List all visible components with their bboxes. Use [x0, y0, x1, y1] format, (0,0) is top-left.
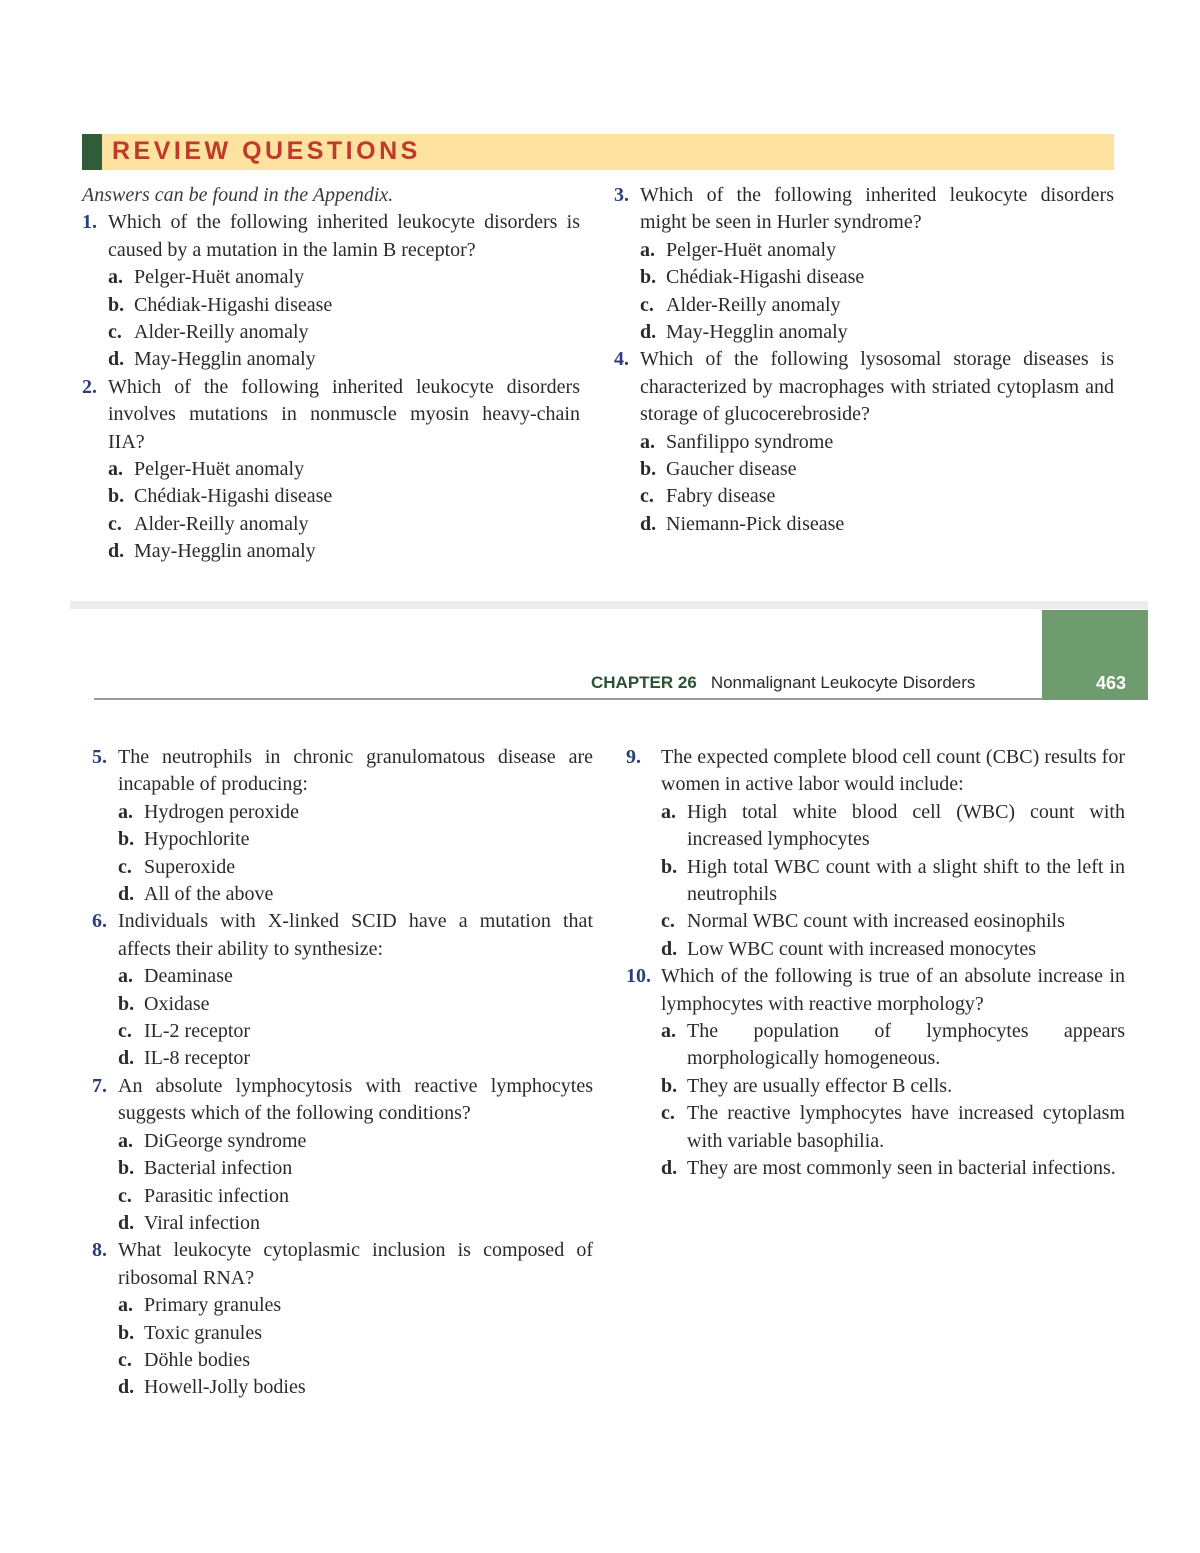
option-text: Chédiak-Higashi disease — [134, 293, 333, 316]
question-text: What leukocyte cytoplasmic inclusion is composed of ribosomal RNA? — [118, 1239, 593, 1289]
option-letter: d. — [661, 937, 678, 960]
question-1 — [82, 209, 580, 373]
answer-option — [108, 511, 580, 538]
answer-option — [108, 292, 580, 319]
option-letter: a. — [118, 1294, 133, 1317]
question-number: 3. — [614, 184, 629, 206]
question-text: Which of the following inherited leukocyte disorders is caused by a mutation in the lamin B receptor? — [108, 211, 580, 261]
option-text: IL-8 receptor — [144, 1047, 251, 1070]
option-text: May-Hegglin anomaly — [666, 321, 848, 344]
option-text: Normal WBC count with increased eosinophils — [687, 910, 1065, 933]
answer-option — [118, 1320, 593, 1347]
option-letter: c. — [118, 855, 132, 878]
option-letter: d. — [118, 883, 135, 906]
answer-option — [108, 456, 580, 483]
answer-option — [640, 237, 1114, 264]
option-letter: c. — [118, 1184, 132, 1207]
answer-option — [108, 264, 580, 291]
question-number: 8. — [92, 1239, 107, 1262]
answer-option — [118, 1045, 593, 1072]
question-stem — [82, 209, 580, 264]
option-letter: d. — [108, 348, 125, 371]
option-text: Hydrogen peroxide — [144, 800, 299, 823]
option-letter: d. — [118, 1211, 135, 1234]
answer-option — [640, 319, 1114, 346]
option-letter: a. — [108, 266, 123, 289]
answer-option — [640, 429, 1114, 456]
option-text: High total WBC count with a slight shift to the left in neutrophils — [687, 855, 1125, 906]
answer-option — [118, 1128, 593, 1155]
question-5 — [92, 744, 593, 908]
option-letter: a. — [118, 1129, 133, 1152]
option-letter: a. — [661, 1020, 676, 1043]
option-letter: b. — [661, 1074, 678, 1097]
option-text: Alder-Reilly anomaly — [666, 293, 841, 316]
questions-column-4 — [626, 744, 1125, 1183]
answer-option — [118, 881, 593, 908]
option-text: The reactive lymphocytes have increased cytoplasm with variable basophilia. — [687, 1102, 1125, 1152]
question-stem — [92, 1237, 593, 1292]
question-text: An absolute lymphocytosis with reactive lymphocytes suggests which of the following conditions? — [118, 1074, 593, 1125]
option-letter: b. — [118, 1157, 135, 1180]
question-number: 10. — [626, 965, 651, 988]
option-text: Pelger-Huët anomaly — [134, 266, 305, 289]
option-letter: b. — [108, 485, 125, 508]
question-8 — [92, 1237, 593, 1401]
answer-option — [661, 1155, 1125, 1182]
question-stem — [92, 908, 593, 963]
option-text: Chédiak-Higashi disease — [666, 266, 865, 289]
answer-option — [661, 799, 1125, 854]
question-stem — [92, 744, 593, 799]
option-letter: b. — [640, 458, 657, 481]
option-text: Howell-Jolly bodies — [144, 1376, 306, 1399]
option-letter: b. — [118, 992, 135, 1015]
answer-option — [118, 1347, 593, 1374]
page-number-box — [1042, 610, 1148, 700]
option-text: Alder-Reilly anomaly — [134, 321, 309, 344]
option-letter: c. — [108, 321, 122, 344]
answer-option — [118, 1374, 593, 1401]
question-number: 1. — [82, 211, 97, 234]
running-header — [591, 673, 975, 693]
question-stem — [92, 1073, 593, 1128]
option-text: Viral infection — [144, 1211, 260, 1234]
option-text: Döhle bodies — [144, 1348, 251, 1371]
answer-option — [661, 1100, 1125, 1155]
questions-column-3 — [92, 744, 593, 1402]
option-letter: b. — [108, 293, 125, 316]
option-letter: b. — [640, 266, 657, 289]
question-4 — [614, 346, 1114, 538]
option-letter: d. — [661, 1157, 678, 1180]
header-rule — [94, 698, 1042, 700]
option-text: High total white blood cell (WBC) count with increased lymphocytes — [687, 800, 1125, 851]
option-text: Primary granules — [144, 1294, 282, 1317]
option-text: Alder-Reilly anomaly — [134, 512, 309, 535]
question-stem — [614, 182, 1114, 237]
question-number: 2. — [82, 375, 97, 398]
option-text: Deaminase — [144, 965, 233, 988]
option-letter: c. — [118, 1020, 132, 1043]
option-letter: a. — [640, 238, 655, 261]
question-6 — [92, 908, 593, 1072]
question-stem — [614, 346, 1114, 428]
option-letter: d. — [118, 1047, 135, 1070]
option-letter: d. — [640, 321, 657, 344]
answer-option — [661, 908, 1125, 935]
answer-option — [118, 826, 593, 853]
answer-option — [640, 511, 1114, 538]
answer-option — [640, 483, 1114, 510]
option-letter: c. — [661, 1102, 675, 1125]
review-questions-header — [82, 134, 1114, 170]
chapter-label: CHAPTER 26 — [591, 673, 697, 692]
option-text: Low WBC count with increased monocytes — [687, 937, 1037, 960]
answer-option — [661, 1018, 1125, 1073]
option-text: They are most commonly seen in bacterial infections. — [687, 1157, 1116, 1180]
option-text: Bacterial infection — [144, 1157, 293, 1180]
answer-option — [108, 346, 580, 373]
questions-column-2 — [614, 182, 1114, 538]
answer-option — [661, 854, 1125, 909]
option-text: Pelger-Huët anomaly — [134, 458, 305, 481]
question-3 — [614, 182, 1114, 346]
option-text: Fabry disease — [666, 485, 776, 508]
question-text: Which of the following is true of an absolute increase in lymphocytes with reactive morphology? — [661, 965, 1125, 1015]
option-letter: a. — [118, 965, 133, 988]
option-letter: b. — [661, 855, 678, 878]
answer-option — [118, 991, 593, 1018]
question-text: The expected complete blood cell count (CBC) results for women in active labor would include: — [661, 746, 1125, 796]
question-number: 5. — [92, 746, 107, 768]
question-10 — [626, 963, 1125, 1182]
option-text: Superoxide — [144, 855, 236, 878]
option-text: DiGeorge syndrome — [144, 1129, 307, 1152]
option-letter: b. — [118, 1321, 135, 1344]
option-letter: c. — [108, 512, 122, 535]
question-stem — [626, 744, 1125, 799]
question-2 — [82, 374, 580, 566]
option-text: Gaucher disease — [666, 458, 797, 481]
question-number: 4. — [614, 348, 629, 371]
question-number: 9. — [626, 746, 641, 768]
page-separator — [70, 601, 1148, 609]
answer-option — [640, 456, 1114, 483]
answer-option — [118, 1210, 593, 1237]
section-title: REVIEW QUESTIONS — [112, 137, 421, 165]
answer-option — [661, 1073, 1125, 1100]
answer-option — [661, 936, 1125, 963]
answer-option — [118, 1018, 593, 1045]
option-letter: d. — [118, 1376, 135, 1399]
question-text: Which of the following inherited leukocyte disorders involves mutations in nonmuscle myosin heavy-chain IIA? — [108, 375, 580, 453]
option-text: The population of lymphocytes appears morphologically homogeneous. — [687, 1020, 1125, 1070]
option-letter: c. — [640, 293, 654, 316]
answers-note: Answers can be found in the Appendix. — [82, 184, 394, 206]
answer-option — [108, 538, 580, 565]
answer-option — [118, 1183, 593, 1210]
answer-option — [118, 963, 593, 990]
option-letter: d. — [640, 512, 657, 535]
option-text: May-Hegglin anomaly — [134, 540, 316, 563]
answer-option — [118, 1292, 593, 1319]
option-text: Sanfilippo syndrome — [666, 430, 834, 453]
option-letter: b. — [118, 828, 135, 851]
page-number: 463 — [1095, 673, 1126, 693]
option-letter: a. — [118, 800, 133, 823]
option-text: Niemann-Pick disease — [666, 512, 845, 535]
answer-option — [108, 483, 580, 510]
chapter-title: Nonmalignant Leukocyte Disorders — [710, 673, 976, 692]
answer-option — [118, 1155, 593, 1182]
answer-option — [640, 264, 1114, 291]
option-letter: c. — [661, 910, 675, 933]
header-accent-bar — [82, 134, 102, 170]
question-text: Which of the following inherited leukocyte disorders might be seen in Hurler syndrome? — [640, 184, 1114, 234]
option-text: Hypochlorite — [144, 828, 250, 851]
question-number: 6. — [92, 910, 107, 933]
option-text: They are usually effector B cells. — [687, 1074, 953, 1097]
question-text: Which of the following lysosomal storage diseases is characterized by macrophages with striated cytoplasm and storage of glucocerebroside? — [640, 348, 1114, 426]
option-text: Chédiak-Higashi disease — [134, 485, 333, 508]
question-9 — [626, 744, 1125, 963]
option-text: Parasitic infection — [144, 1184, 289, 1207]
answer-option — [108, 319, 580, 346]
option-letter: c. — [640, 485, 654, 508]
question-7 — [92, 1073, 593, 1237]
option-letter: a. — [108, 458, 123, 481]
question-text: Individuals with X-linked SCID have a mutation that affects their ability to synthesize: — [118, 910, 593, 960]
questions-column-1 — [82, 182, 580, 566]
option-text: IL-2 receptor — [144, 1020, 251, 1043]
question-stem — [626, 963, 1125, 1018]
question-stem — [82, 374, 580, 456]
option-letter: c. — [118, 1348, 132, 1371]
option-text: Oxidase — [144, 992, 210, 1015]
option-letter: a. — [661, 800, 676, 823]
option-text: May-Hegglin anomaly — [134, 348, 316, 371]
option-text: Toxic granules — [144, 1321, 263, 1344]
answer-option — [118, 799, 593, 826]
question-number: 7. — [92, 1074, 107, 1097]
option-letter: a. — [640, 430, 655, 453]
option-text: Pelger-Huët anomaly — [666, 238, 837, 261]
question-text: The neutrophils in chronic granulomatous disease are incapable of producing: — [118, 746, 593, 796]
answer-option — [640, 292, 1114, 319]
option-text: All of the above — [144, 883, 274, 906]
answer-option — [118, 854, 593, 881]
option-letter: d. — [108, 540, 125, 563]
